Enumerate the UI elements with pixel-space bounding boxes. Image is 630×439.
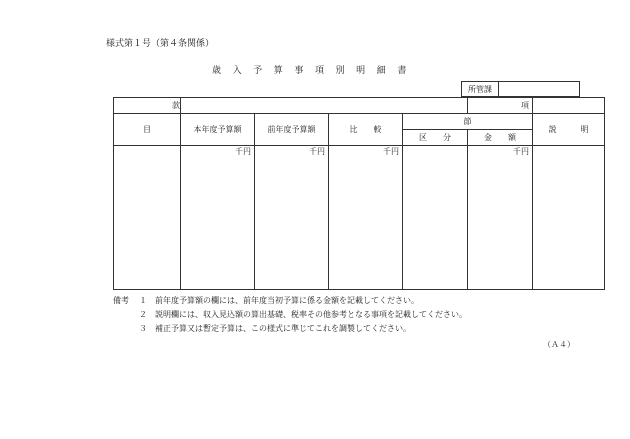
note-number: ２: [139, 310, 147, 319]
kou-label: 項: [468, 98, 533, 114]
moku-cell[interactable]: [114, 146, 181, 290]
paper-size-label: （Ａ４）: [543, 340, 575, 349]
notes-heading: 備考: [113, 296, 129, 305]
moku-header: 目: [114, 114, 181, 146]
kingaku-cell[interactable]: [468, 146, 533, 290]
honnendo-cell[interactable]: [181, 146, 255, 290]
zennendo-header: 前年度予算額: [255, 114, 329, 146]
honnendo-header: 本年度予算額: [181, 114, 255, 146]
note-number: １: [139, 296, 147, 305]
kan-label: 款: [114, 98, 181, 114]
kan-value[interactable]: [181, 98, 468, 114]
note-text: 前年度予算額の欄には、前年度当初予算に係る金額を記載してください。: [155, 296, 419, 305]
kubun-header: 区 分: [403, 130, 468, 146]
note-number: ３: [139, 324, 147, 333]
unit-label: 千円: [235, 147, 251, 156]
unit-label: 千円: [383, 147, 399, 156]
office-table: [461, 81, 580, 97]
note-text: 補正予算又は暫定予算は、この様式に準じてこれを調製してください。: [155, 324, 411, 333]
office-value[interactable]: [499, 82, 580, 97]
setsu-header: 節: [403, 114, 533, 130]
hikaku-cell[interactable]: [329, 146, 403, 290]
setsumei-header: 説 明: [533, 114, 605, 146]
setsumei-cell[interactable]: [533, 146, 605, 290]
zennendo-cell[interactable]: [255, 146, 329, 290]
kou-value[interactable]: [533, 98, 605, 114]
form-number-label: 様式第１号（第４条関係）: [106, 39, 215, 49]
note-text: 説明欄には、収入見込額の算出基礎、税率その他参考となる事項を記載してください。: [155, 310, 467, 319]
document-title: [0, 67, 630, 76]
hikaku-header: 比 較: [329, 114, 403, 146]
title-text: 歳入予算事項別明細書: [211, 66, 418, 76]
kubun-cell[interactable]: [403, 146, 468, 290]
unit-label: 千円: [513, 147, 529, 156]
kingaku-header: 金 額: [468, 130, 533, 146]
budget-table: [113, 97, 605, 290]
office-label: 所管課: [462, 82, 499, 97]
unit-label: 千円: [309, 147, 325, 156]
